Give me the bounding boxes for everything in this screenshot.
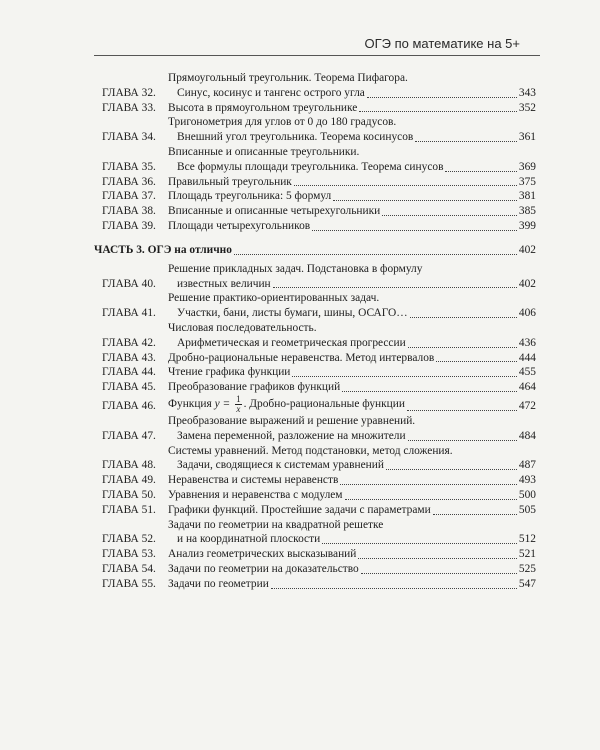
chapter-title-line: Преобразование графиков функций [168,381,341,394]
chapter-label: ГЛАВА 44. [102,366,156,379]
chapter-title-line: Тригонометрия для углов от 0 до 180 градусов. [168,116,397,129]
toc-entry[interactable] [102,547,536,562]
page-number: 505 [518,503,536,516]
chapter-title-line: известных величин [177,277,271,290]
toc-entry[interactable] [102,145,536,175]
page-number: 406 [518,307,536,320]
chapter-title-line: Прямоугольный треугольник. Теорема Пифагора. [168,72,408,84]
toc-entry[interactable] [102,101,536,116]
chapter-label: ГЛАВА 49. [102,474,156,487]
toc-entry[interactable] [102,562,536,577]
toc-entry[interactable] [102,262,536,292]
chapter-title-line: Внешний угол треугольника. Теорема косинусов [177,131,414,144]
leader-dots [433,514,517,515]
page-number: 361 [518,131,536,144]
page-number: 493 [518,474,536,487]
leader-dots [408,440,517,441]
chapter-label: ГЛАВА 51. [102,503,156,516]
page-number: 521 [518,548,536,561]
page-number: 547 [518,577,536,590]
chapter-title-line: Задачи, сводящиеся к системам уравнений [177,459,384,472]
chapter-title-line: Вписанные и описанные треугольники. [168,145,360,158]
leader-dots [367,97,517,98]
chapter-label: ГЛАВА 35. [102,160,156,173]
chapter-label: ГЛАВА 54. [102,562,156,575]
chapter-title-line: Участки, бани, листы бумаги, шины, ОСАГО… [177,307,408,320]
leader-dots [342,391,517,392]
chapter-label: ГЛАВА 39. [102,219,156,232]
page-number: 369 [518,160,536,173]
chapter-title-line: Графики функций. Простейшие задачи с параметрами [168,503,431,516]
chapter-title-line: Задачи по геометрии [168,577,269,590]
page-number: 399 [518,219,536,232]
part-title: ЧАСТЬ 3. ОГЭ на отлично [94,243,232,256]
leader-dots [415,141,517,142]
chapter-label: ГЛАВА 48. [102,459,156,472]
toc-entry[interactable] [102,473,536,488]
toc-section-part3-a [102,262,536,395]
leader-dots [345,499,517,500]
chapter-title-line: Замена переменной, разложение на множители [177,429,406,442]
page-number: 352 [518,101,536,114]
toc-entry[interactable] [102,577,536,592]
leader-dots [234,254,517,255]
leader-dots [359,111,517,112]
toc-section-top [102,71,536,234]
toc-entry[interactable] [102,444,536,474]
leader-dots [386,469,517,470]
chapter-label: ГЛАВА 52. [102,533,156,546]
chapter-title-line: Числовая последовательность. [168,321,317,334]
fraction-one-over-x: $\frac{1}{x}$ [236,393,241,414]
chapter-title-line: Системы уравнений. Метод подстановки, метод сложения. [168,444,453,457]
chapter-label: ГЛАВА 32. [102,86,156,99]
leader-dots [294,185,517,186]
leader-dots [292,376,517,377]
chapter-title-line: Все формулы площади треугольника. Теорема синусов [177,160,444,173]
chapter-label: ГЛАВА 42. [102,336,156,349]
chapter-title-line: и на координатной плоскости [177,533,321,546]
table-of-contents [94,71,536,592]
chapter-title-line: Неравенства и системы неравенств [168,474,339,487]
toc-entry-chapter-46[interactable] [102,395,536,414]
chapter-label: ГЛАВА 37. [102,190,156,203]
chapter-label: ГЛАВА 55. [102,577,156,590]
leader-dots [445,171,516,172]
toc-entry[interactable] [102,219,536,234]
leader-dots [312,230,517,231]
toc-entry[interactable] [102,503,536,518]
chapter-title-line: Вписанные и описанные четырехугольники [168,205,381,218]
header-rule [94,55,540,56]
toc-entry[interactable] [102,189,536,204]
page-number: 487 [518,459,536,472]
toc-entry[interactable] [102,518,536,548]
chapter-label: ГЛАВА 41. [102,307,156,320]
toc-entry[interactable] [102,380,536,395]
chapter-label: ГЛАВА 33. [102,101,156,114]
page-number: 381 [518,190,536,203]
chapter-title-line: Уравнения и неравенства с модулем [168,488,343,501]
chapter-title-line: Решение прикладных задач. Подстановка в формулу [168,262,423,275]
chapter-title-line: Преобразование выражений и решение уравнений. [168,414,416,427]
chapter-title-line: Арифметическая и геометрическая прогрессии [177,336,406,349]
chapter-label: ГЛАВА 40. [102,277,156,290]
leader-dots [273,287,517,288]
page-number: 455 [518,366,536,379]
page-number: 436 [518,336,536,349]
page-number: 402 [518,277,536,290]
page-number: 385 [518,205,536,218]
chapter-title-line: Площадь треугольника: 5 формул [168,190,332,203]
leader-dots [408,347,517,348]
page-number: 500 [518,488,536,501]
chapter-label: ГЛАВА 36. [102,175,156,188]
chapter-title: Функция y = $\frac{1}{x}$ . Дробно-рациональные функции [168,393,405,414]
toc-entry[interactable] [102,351,536,366]
page-number: 464 [518,381,536,394]
toc-entry[interactable] [102,175,536,190]
chapter-title-line: Площади четырехугольников [168,219,311,232]
chapter-title-line: Решение практико-ориентированных задач. [168,292,380,305]
leader-dots [340,484,517,485]
chapter-title-line: Задачи по геометрии на доказательство [168,562,359,575]
page-number: 375 [518,175,536,188]
chapter-label: ГЛАВА 34. [102,131,156,144]
toc-section-part3-b [102,414,536,592]
toc-entry[interactable] [102,414,536,444]
chapter-label: ГЛАВА 43. [102,351,156,364]
leader-dots [407,410,517,411]
leader-dots [361,573,517,574]
leader-dots [358,558,517,559]
leader-dots [333,200,517,201]
chapter-title-line: Задачи по геометрии на квадратной решетке [168,518,384,531]
page-number: 343 [518,86,536,99]
chapter-title-line: Анализ геометрических высказываний [168,548,357,561]
running-header: ОГЭ по математике на 5+ [364,36,520,51]
page-number: 484 [518,429,536,442]
chapter-label: ГЛАВА 50. [102,488,156,501]
formula-y-equals: y = [214,398,231,411]
leader-dots [271,588,517,589]
toc-entry[interactable] [102,115,536,145]
page-number: 525 [518,562,536,575]
chapter-label: ГЛАВА 45. [102,381,156,394]
toc-entry[interactable] [102,204,536,219]
chapter-label: ГЛАВА 46. [102,399,156,412]
chapter-title-line: Правильный треугольник [168,175,292,188]
leader-dots [382,215,517,216]
chapter-title-line: Чтение графика функции [168,366,291,379]
chapter-label: ГЛАВА 38. [102,205,156,218]
chapter-title-line: Высота в прямоугольном треугольнике [168,101,358,114]
toc-entry[interactable] [102,291,536,321]
toc-entry[interactable] [102,488,536,503]
leader-dots [436,361,517,362]
leader-dots [322,543,517,544]
chapter-label: ГЛАВА 47. [102,429,156,442]
chapter-title-line: Дробно-рациональные неравенства. Метод интервалов [168,351,435,364]
page-number: 402 [518,243,536,256]
toc-entry[interactable] [102,71,536,101]
toc-part-3[interactable] [94,243,536,258]
toc-entry[interactable] [102,365,536,380]
page-number: 444 [518,351,536,364]
page-number: 472 [518,399,536,412]
chapter-label: ГЛАВА 53. [102,548,156,561]
toc-entry[interactable] [102,321,536,351]
page-number: 512 [518,533,536,546]
leader-dots [410,317,517,318]
chapter-title-line: Синус, косинус и тангенс острого угла [177,86,365,99]
